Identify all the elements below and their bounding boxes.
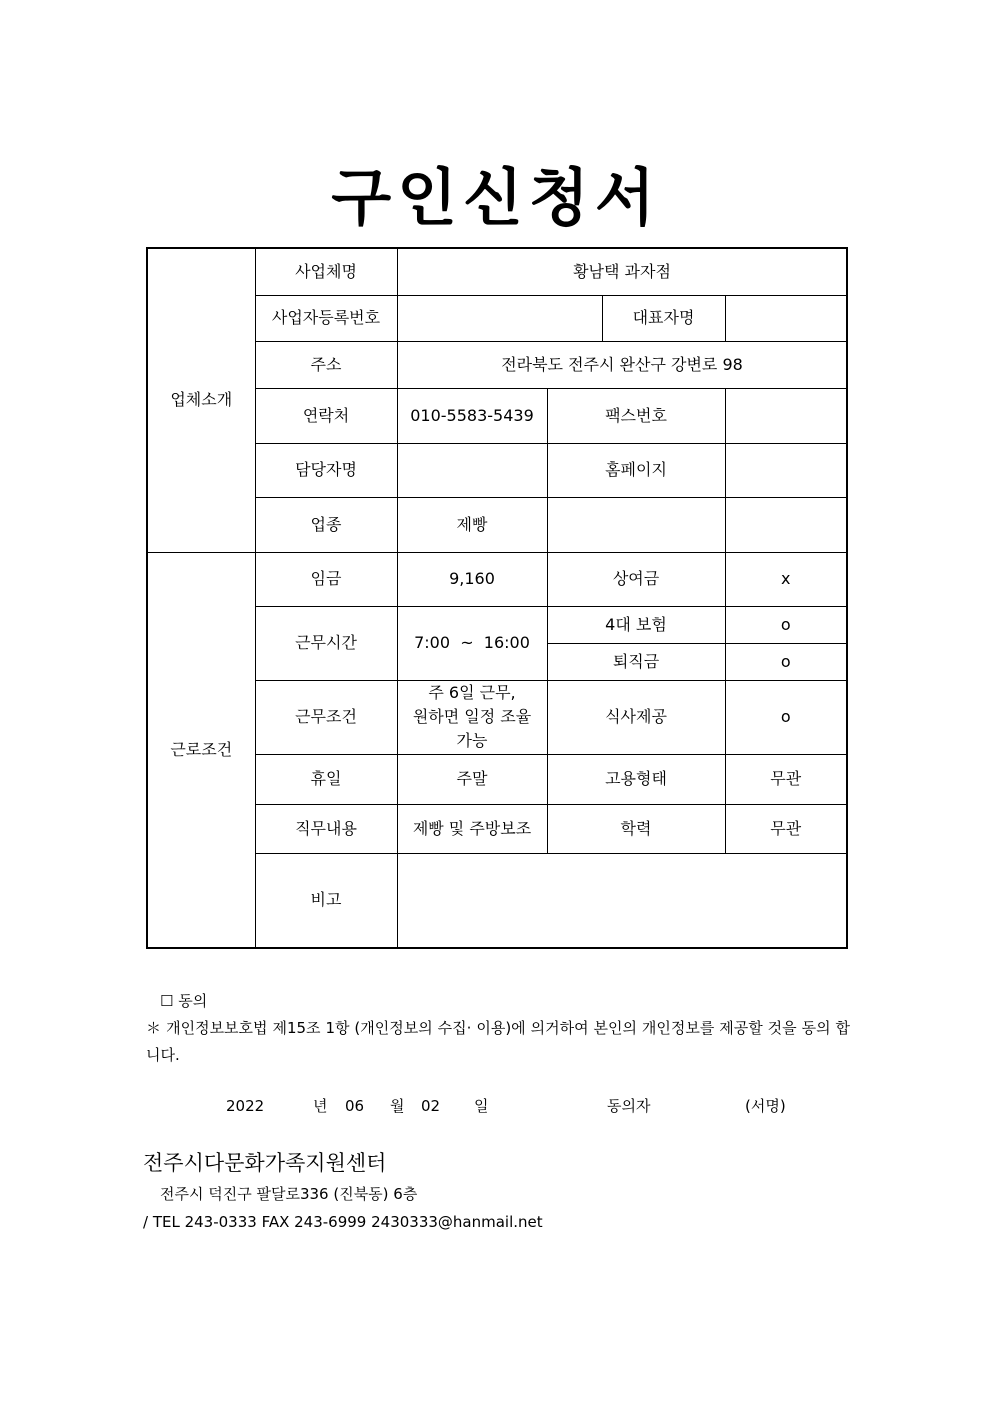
- education-value: 무관: [725, 804, 847, 853]
- hours-value: 7:00 ~ 16:00: [397, 606, 547, 680]
- signature-field: (서명): [745, 1097, 786, 1115]
- manager-label: 담당자명: [255, 443, 397, 497]
- consent-section: [146, 988, 850, 1069]
- insurance-value: o: [725, 606, 847, 643]
- remarks-label: 비고: [255, 853, 397, 948]
- wage-value: 9,160: [397, 552, 547, 606]
- ceo-label: 대표자명: [602, 295, 725, 341]
- employment-label: 고용형태: [547, 754, 725, 804]
- page-title: 구인신청서: [331, 161, 661, 234]
- meal-label: 식사제공: [547, 680, 725, 754]
- address-label: 주소: [255, 341, 397, 388]
- organization-address: 전주시 덕진구 팔달로336 (진북동) 6층: [160, 1185, 418, 1203]
- employment-value: 무관: [725, 754, 847, 804]
- holiday-label: 휴일: [255, 754, 397, 804]
- phone-value: 010-5583-5439: [397, 388, 547, 443]
- education-label: 학력: [547, 804, 725, 853]
- empty-cell: [725, 497, 847, 552]
- consent-law-text: ＊ 개인정보보호법 제15조 1항 (개인정보의 수집· 이용)에 의거하여 본인의 개인정보를 제공할 것을 동의 합니다.: [146, 1019, 850, 1064]
- organization-contact: / TEL 243-0333 FAX 243-6999 2430333@hanmail.net: [143, 1213, 543, 1231]
- conditions-section-label: 근로조건: [147, 552, 255, 948]
- company-section-label: 업체소개: [147, 248, 255, 552]
- fax-label: 팩스번호: [547, 388, 725, 443]
- company-name-label: 사업체명: [255, 248, 397, 295]
- industry-value: 제빵: [397, 497, 547, 552]
- job-application-table: [146, 247, 848, 949]
- organization-name: 전주시다문화가족지원센터: [143, 1151, 387, 1175]
- consenter-label: 동의자: [607, 1097, 651, 1115]
- regno-value: [397, 295, 602, 341]
- workcond-value: 주 6일 근무, 원하면 일정 조율 가능: [397, 680, 547, 754]
- workcond-label: 근무조건: [255, 680, 397, 754]
- remarks-value: [397, 853, 847, 948]
- bonus-label: 상여금: [547, 552, 725, 606]
- bonus-value: x: [725, 552, 847, 606]
- hours-label: 근무시간: [255, 606, 397, 680]
- ceo-value: [725, 295, 847, 341]
- phone-label: 연락처: [255, 388, 397, 443]
- sign-year: 2022: [226, 1097, 265, 1115]
- consent-checkbox[interactable]: ☐ 동의: [160, 992, 208, 1010]
- severance-value: o: [725, 643, 847, 680]
- meal-value: o: [725, 680, 847, 754]
- sign-day: 02: [421, 1097, 441, 1115]
- holiday-value: 주말: [397, 754, 547, 804]
- fax-value: [725, 388, 847, 443]
- sign-month: 06: [345, 1097, 365, 1115]
- sign-year-unit: 년: [313, 1097, 328, 1115]
- industry-label: 업종: [255, 497, 397, 552]
- duty-label: 직무내용: [255, 804, 397, 853]
- insurance-label: 4대 보험: [547, 606, 725, 643]
- sign-day-unit: 일: [474, 1097, 489, 1115]
- sign-month-unit: 월: [390, 1097, 405, 1115]
- manager-value: [397, 443, 547, 497]
- homepage-label: 홈페이지: [547, 443, 725, 497]
- regno-label: 사업자등록번호: [255, 295, 397, 341]
- company-name-value: 황남택 과자점: [397, 248, 847, 295]
- address-value: 전라북도 전주시 완산구 강변로 98: [397, 341, 847, 388]
- severance-label: 퇴직금: [547, 643, 725, 680]
- wage-label: 임금: [255, 552, 397, 606]
- duty-value: 제빵 및 주방보조: [397, 804, 547, 853]
- empty-cell: [547, 497, 725, 552]
- homepage-value: [725, 443, 847, 497]
